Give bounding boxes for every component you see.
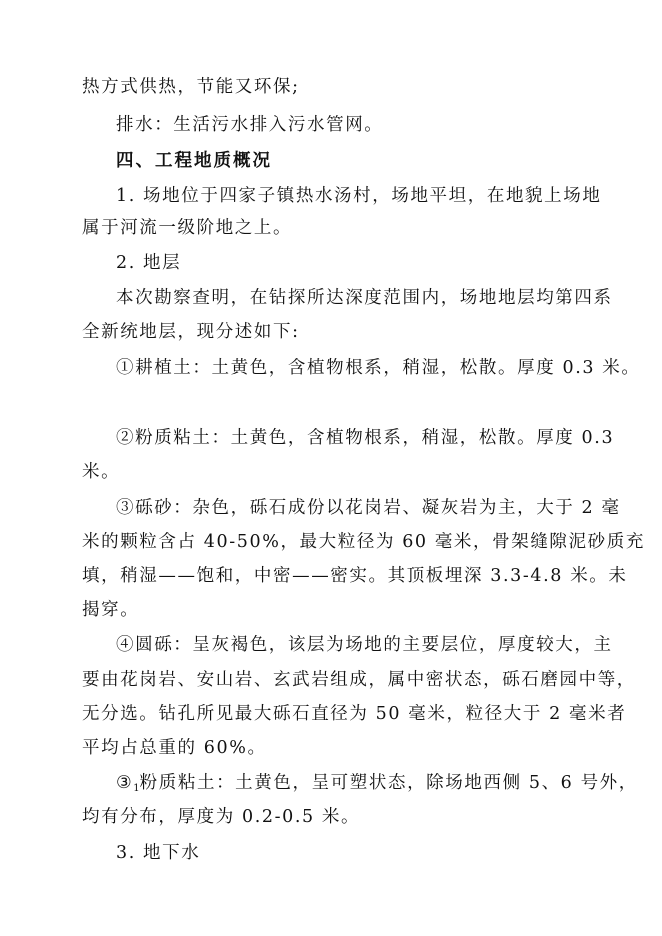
- subsection-heading: 3. 地下水: [116, 843, 201, 863]
- text-line: 1. 场地位于四家子镇热水汤村，场地平坦，在地貌上场地: [116, 186, 602, 206]
- section-heading: 四、工程地质概况: [116, 151, 272, 171]
- text-line: 全新统地层，现分述如下:: [82, 322, 300, 342]
- text-line: 本次勘察查明，在钻探所达深度范围内，场地地层均第四系: [116, 288, 613, 308]
- text-line: 热方式供热，节能又环保;: [82, 77, 300, 97]
- text-line: ④圆砾：呈灰褐色，该层为场地的主要层位，厚度较大，主: [116, 635, 613, 655]
- text-line: 米的颗粒含占 40-50%，最大粒径为 60 毫米，骨架缝隙泥砂质充: [82, 532, 645, 552]
- text-line: ③砾砂：杂色，砾石成份以花岗岩、凝灰岩为主，大于 2 毫: [116, 498, 621, 518]
- text-line: 排水：生活污水排入污水管网。: [116, 115, 384, 135]
- layer-subscript: 1: [133, 783, 140, 794]
- text-line: [116, 772, 638, 800]
- layer-marker: ③: [116, 773, 134, 793]
- text-line: 无分选。钻孔所见最大砾石直径为 50 毫米，粒径大于 2 毫米者: [82, 704, 627, 724]
- text-line: 平均占总重的 60%。: [82, 738, 267, 758]
- text-line: 揭穿。: [82, 600, 140, 620]
- text-line: 均有分布，厚度为 0.2-0.5 米。: [82, 807, 361, 827]
- text-line: ①耕植土：土黄色，含植物根系，稍湿，松散。厚度 0.3 米。: [116, 358, 641, 378]
- text-line: 要由花岗岩、安山岩、玄武岩组成，属中密状态，砾石磨园中等，: [82, 670, 636, 690]
- text-line: ②粉质粘土：土黄色，含植物根系，稍湿，松散。厚度 0.3: [116, 428, 615, 448]
- text-line: 填，稍湿——饱和，中密——密实。其顶板埋深 3.3-4.8 米。未: [82, 566, 628, 586]
- text-line: 米。: [82, 462, 121, 482]
- text-line: 属于河流一级阶地之上。: [82, 218, 293, 238]
- subsection-heading: 2. 地层: [116, 253, 182, 273]
- text-line-rest: 粉质粘土：土黄色，呈可塑状态，除场地西侧 5、6 号外，: [139, 773, 638, 793]
